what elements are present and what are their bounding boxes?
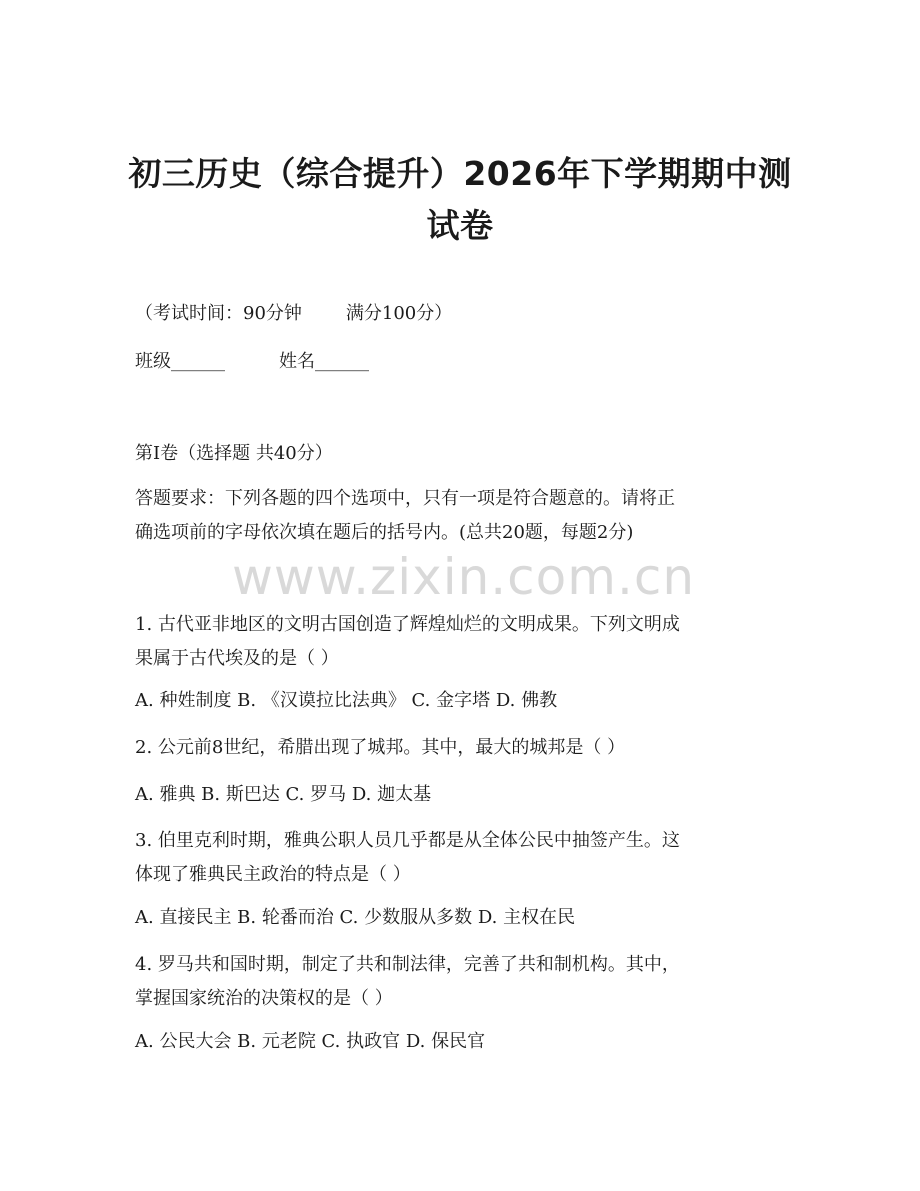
instructions-line-2: 确选项前的字母依次填在题后的括号内。(总共20题，每题2分)	[135, 522, 634, 543]
question-3-options: A. 直接民主 B. 轮番而治 C. 少数服从多数 D. 主权在民	[135, 907, 576, 928]
question-4-options: A. 公民大会 B. 元老院 C. 执政官 D. 保民官	[135, 1031, 486, 1052]
question-3	[135, 824, 775, 892]
question-2: 2. 公元前8世纪，希腊出现了城邦。其中，最大的城邦是（ ）	[135, 737, 626, 758]
question-3-line-1: 3. 伯里克利时期，雅典公职人员几乎都是从全体公民中抽签产生。这	[135, 830, 680, 851]
question-4-line-2: 掌握国家统治的决策权的是（ ）	[135, 988, 393, 1009]
instructions-line-1: 答题要求：下列各题的四个选项中，只有一项是符合题意的。请将正	[135, 488, 675, 509]
name-field-label: 姓名______	[279, 351, 369, 372]
class-field-label: 班级______	[135, 351, 225, 372]
question-3-line-2: 体现了雅典民主政治的特点是（ ）	[135, 864, 411, 885]
exam-score: 满分100分）	[345, 303, 453, 324]
question-1-line-2: 果属于古代埃及的是（ ）	[135, 648, 339, 669]
question-1	[135, 608, 775, 676]
question-4-line-1: 4. 罗马共和国时期，制定了共和制法律，完善了共和制机构。其中，	[135, 954, 680, 975]
exam-time: （考试时间：90分钟	[135, 303, 302, 324]
title-line-1: 初三历史（综合提升）2026年下学期期中测	[128, 154, 792, 193]
question-2-options: A. 雅典 B. 斯巴达 C. 罗马 D. 迦太基	[135, 784, 432, 805]
page-title	[120, 148, 800, 252]
instructions	[135, 482, 775, 550]
exam-info	[135, 303, 452, 325]
student-info	[135, 351, 369, 373]
question-1-line-1: 1. 古代亚非地区的文明古国创造了辉煌灿烂的文明成果。下列文明成	[135, 614, 680, 635]
question-1-options: A. 种姓制度 B. 《汉谟拉比法典》 C. 金字塔 D. 佛教	[135, 690, 558, 711]
watermark: www.zixin.com.cn	[232, 548, 696, 606]
section-heading: 第Ⅰ卷（选择题 共40分）	[135, 443, 333, 464]
title-line-2: 试卷	[426, 206, 494, 245]
question-4	[135, 948, 775, 1016]
